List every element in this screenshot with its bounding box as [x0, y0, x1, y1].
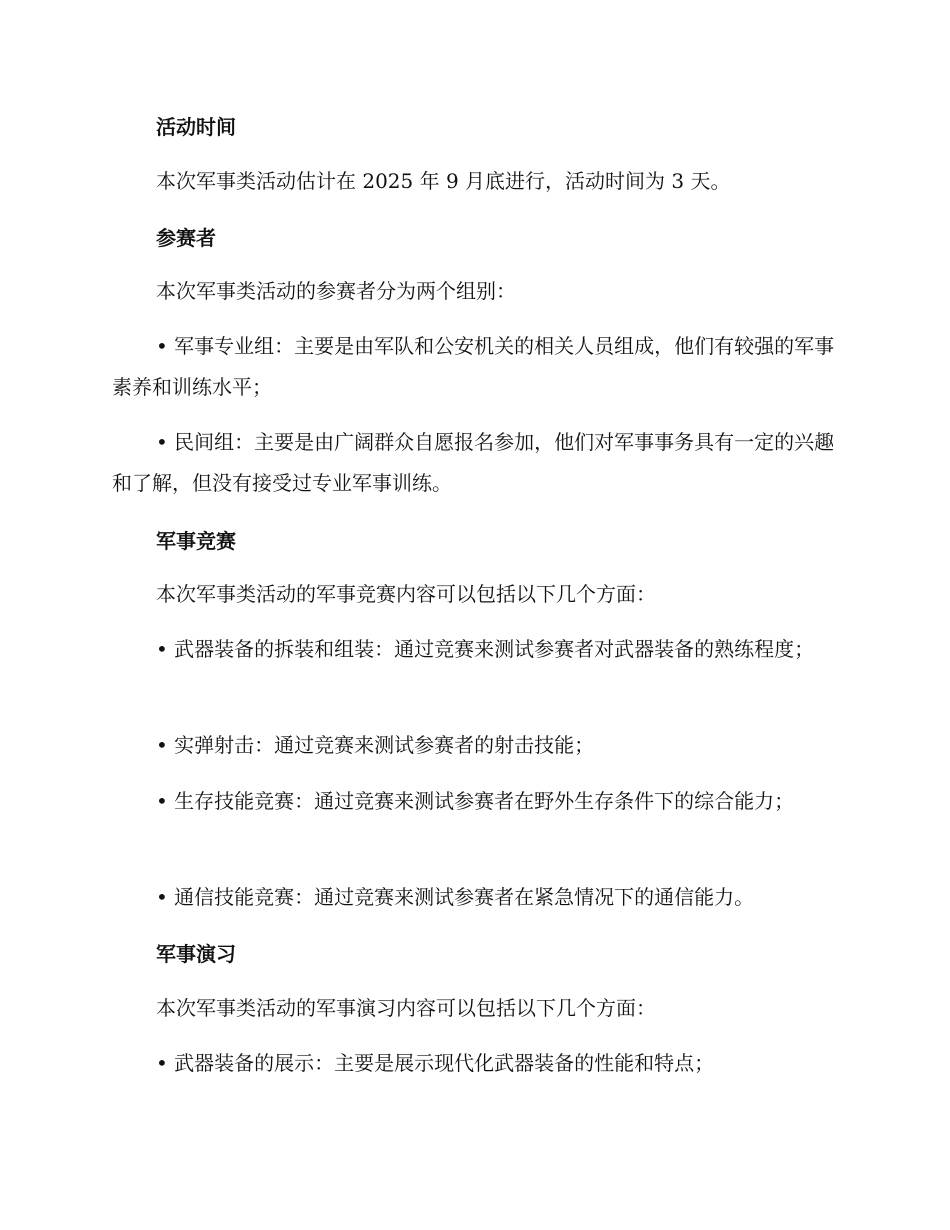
- section-heading-competition: 军事竞赛: [156, 529, 236, 553]
- list-item-equipment-display: • 武器装备的展示：主要是展示现代化武器装备的性能和特点；: [156, 1051, 715, 1075]
- list-item-survival-skills: • 生存技能竞赛：通过竞赛来测试参赛者在野外生存条件下的综合能力；: [156, 789, 795, 813]
- section-heading-time: 活动时间: [156, 115, 236, 139]
- paragraph-participants-intro: 本次军事类活动的参赛者分为两个组别：: [156, 279, 516, 303]
- list-item-civilian-group: • 民间组：主要是由广阔群众自愿报名参加，他们对军事事务具有一定的兴趣和了解，但没有接受过专业军事训练。: [112, 430, 835, 495]
- section-heading-exercise: 军事演习: [156, 942, 236, 966]
- list-item-communication-skills: • 通信技能竞赛：通过竞赛来测试参赛者在紧急情况下的通信能力。: [156, 885, 755, 909]
- list-item-professional-group: • 军事专业组：主要是由军队和公安机关的相关人员组成，他们有较强的军事素养和训练水平；: [112, 334, 835, 399]
- section-heading-participants: 参赛者: [156, 226, 216, 250]
- paragraph-competition-intro: 本次军事类活动的军事竞赛内容可以包括以下几个方面：: [156, 582, 656, 606]
- paragraph-time: 本次军事类活动估计在 2025 年 9 月底进行，活动时间为 3 天。: [156, 169, 731, 193]
- paragraph-exercise-intro: 本次军事类活动的军事演习内容可以包括以下几个方面：: [156, 996, 656, 1020]
- list-item-live-fire: • 实弹射击：通过竞赛来测试参赛者的射击技能；: [156, 733, 595, 757]
- list-item-weapon-assembly: • 武器装备的拆装和组装：通过竞赛来测试参赛者对武器装备的熟练程度；: [156, 637, 815, 661]
